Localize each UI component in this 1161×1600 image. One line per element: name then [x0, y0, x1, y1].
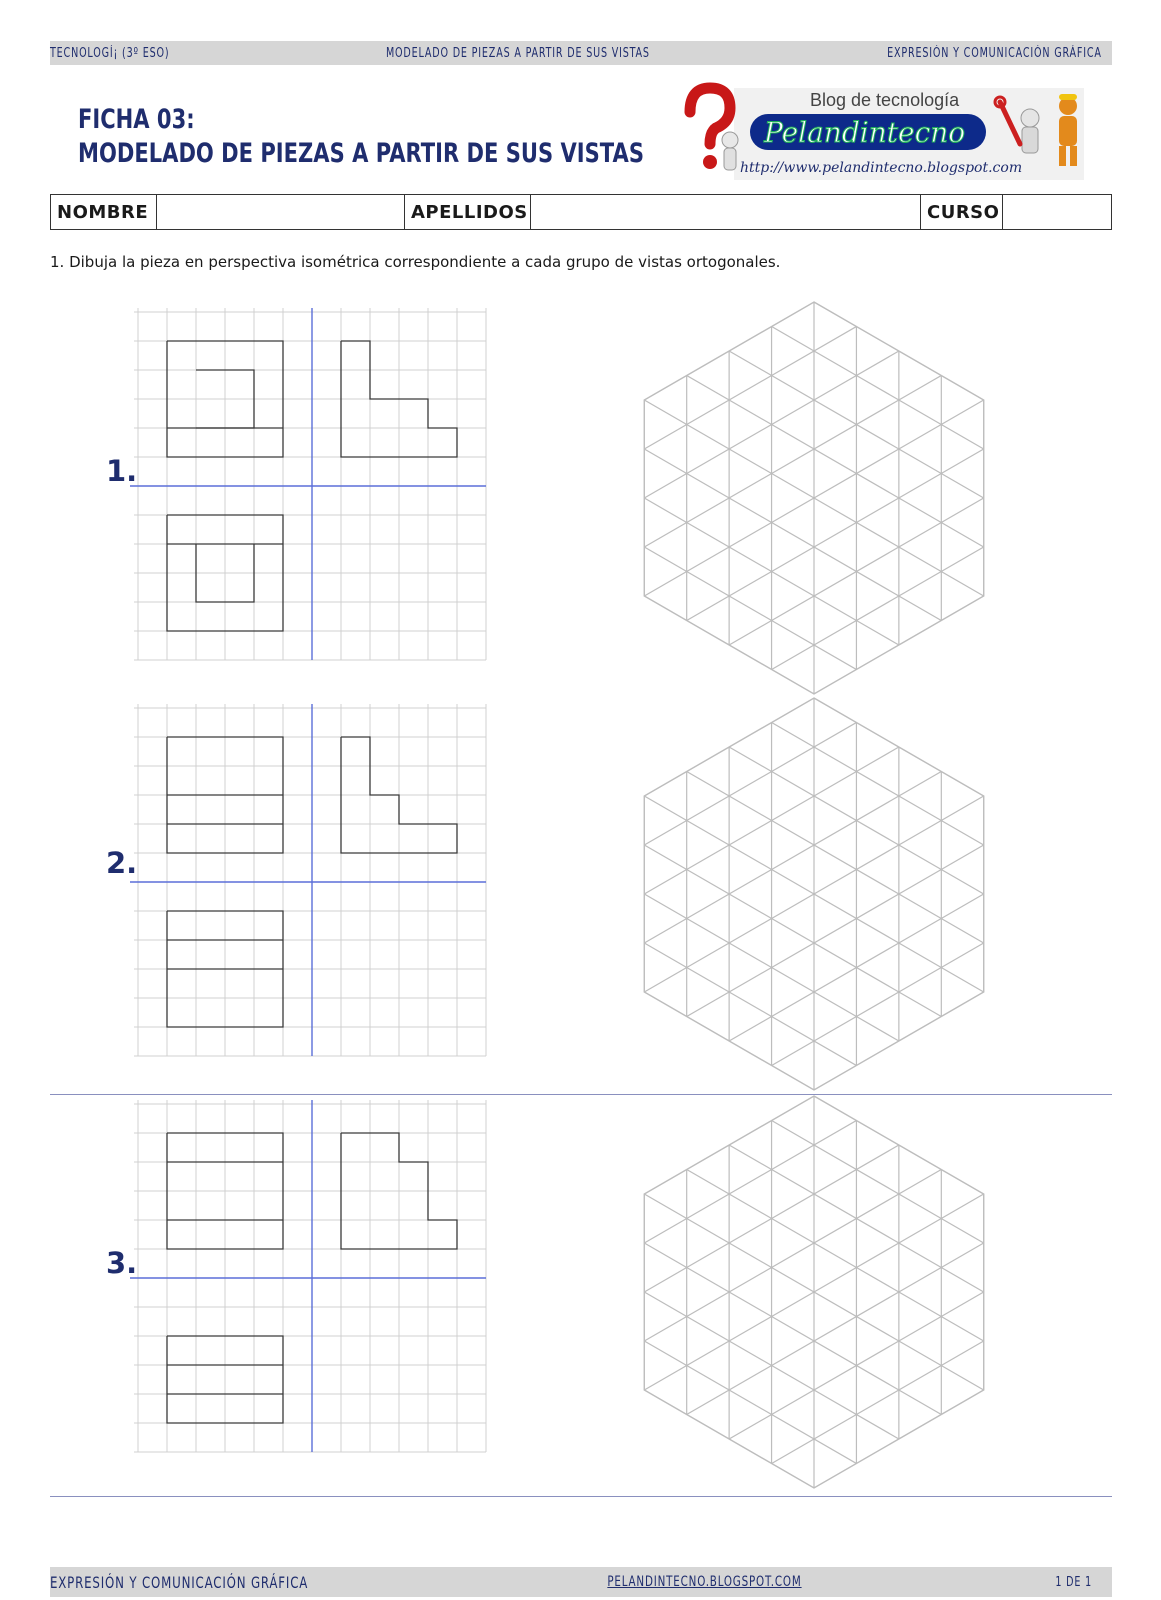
title-line-1: FICHA 03:	[78, 104, 195, 135]
exercise-2	[0, 696, 1161, 1096]
instruction-text: 1. Dibuja la pieza en perspectiva isométrica correspondiente a cada grupo de vistas ortogonales.	[50, 253, 781, 271]
exercise-1	[0, 300, 1161, 700]
name-field[interactable]	[157, 195, 405, 229]
header-subject: TECNOLOGÍ¡ (3º ESO)	[50, 45, 170, 61]
exercise-3	[0, 1094, 1161, 1494]
isometric-grid-1[interactable]	[642, 300, 986, 696]
orthographic-views-2	[130, 702, 500, 1062]
logo-tagline: Blog de tecnología	[810, 90, 960, 110]
course-field[interactable]	[1003, 195, 1111, 229]
isometric-grid-3[interactable]	[642, 1094, 986, 1490]
blog-logo	[670, 82, 1090, 186]
page-title	[78, 103, 644, 171]
question-mark-icon	[690, 88, 738, 170]
isometric-grid-2[interactable]	[642, 696, 986, 1092]
header-area: EXPRESIÓN Y COMUNICACIÓN GRÁFICA	[887, 45, 1102, 61]
exercise-number: 3.	[106, 1246, 138, 1280]
orthographic-views-3	[130, 1098, 500, 1458]
course-label-cell	[921, 195, 1003, 229]
student-info-row	[50, 194, 1112, 230]
logo-url: http://www.pelandintecno.blogspot.com	[740, 160, 1023, 176]
exercise-number: 1.	[106, 454, 138, 488]
name-label: NOMBRE	[57, 201, 149, 223]
footer-area: EXPRESIÓN Y COMUNICACIÓN GRÁFICA	[50, 1572, 309, 1592]
page-header	[50, 41, 1112, 65]
name-label-cell	[51, 195, 157, 229]
surname-field[interactable]	[531, 195, 921, 229]
orthographic-views-1	[130, 306, 500, 666]
exercise-number: 2.	[106, 846, 138, 880]
surname-label-cell	[405, 195, 531, 229]
separator-line	[50, 1496, 1112, 1497]
title-line-2: MODELADO DE PIEZAS A PARTIR DE SUS VISTAS	[78, 138, 645, 169]
surname-label: APELLIDOS	[411, 201, 528, 223]
logo-name: Pelandintecno	[764, 116, 966, 149]
header-topic: MODELADO DE PIEZAS A PARTIR DE SUS VISTAS	[385, 45, 650, 61]
footer-link[interactable]: PELANDINTECNO.BLOGSPOT.COM	[606, 1574, 802, 1590]
course-label: CURSO	[927, 201, 1000, 223]
footer-page: 1 DE 1	[1055, 1574, 1093, 1590]
page-footer	[50, 1567, 1112, 1597]
